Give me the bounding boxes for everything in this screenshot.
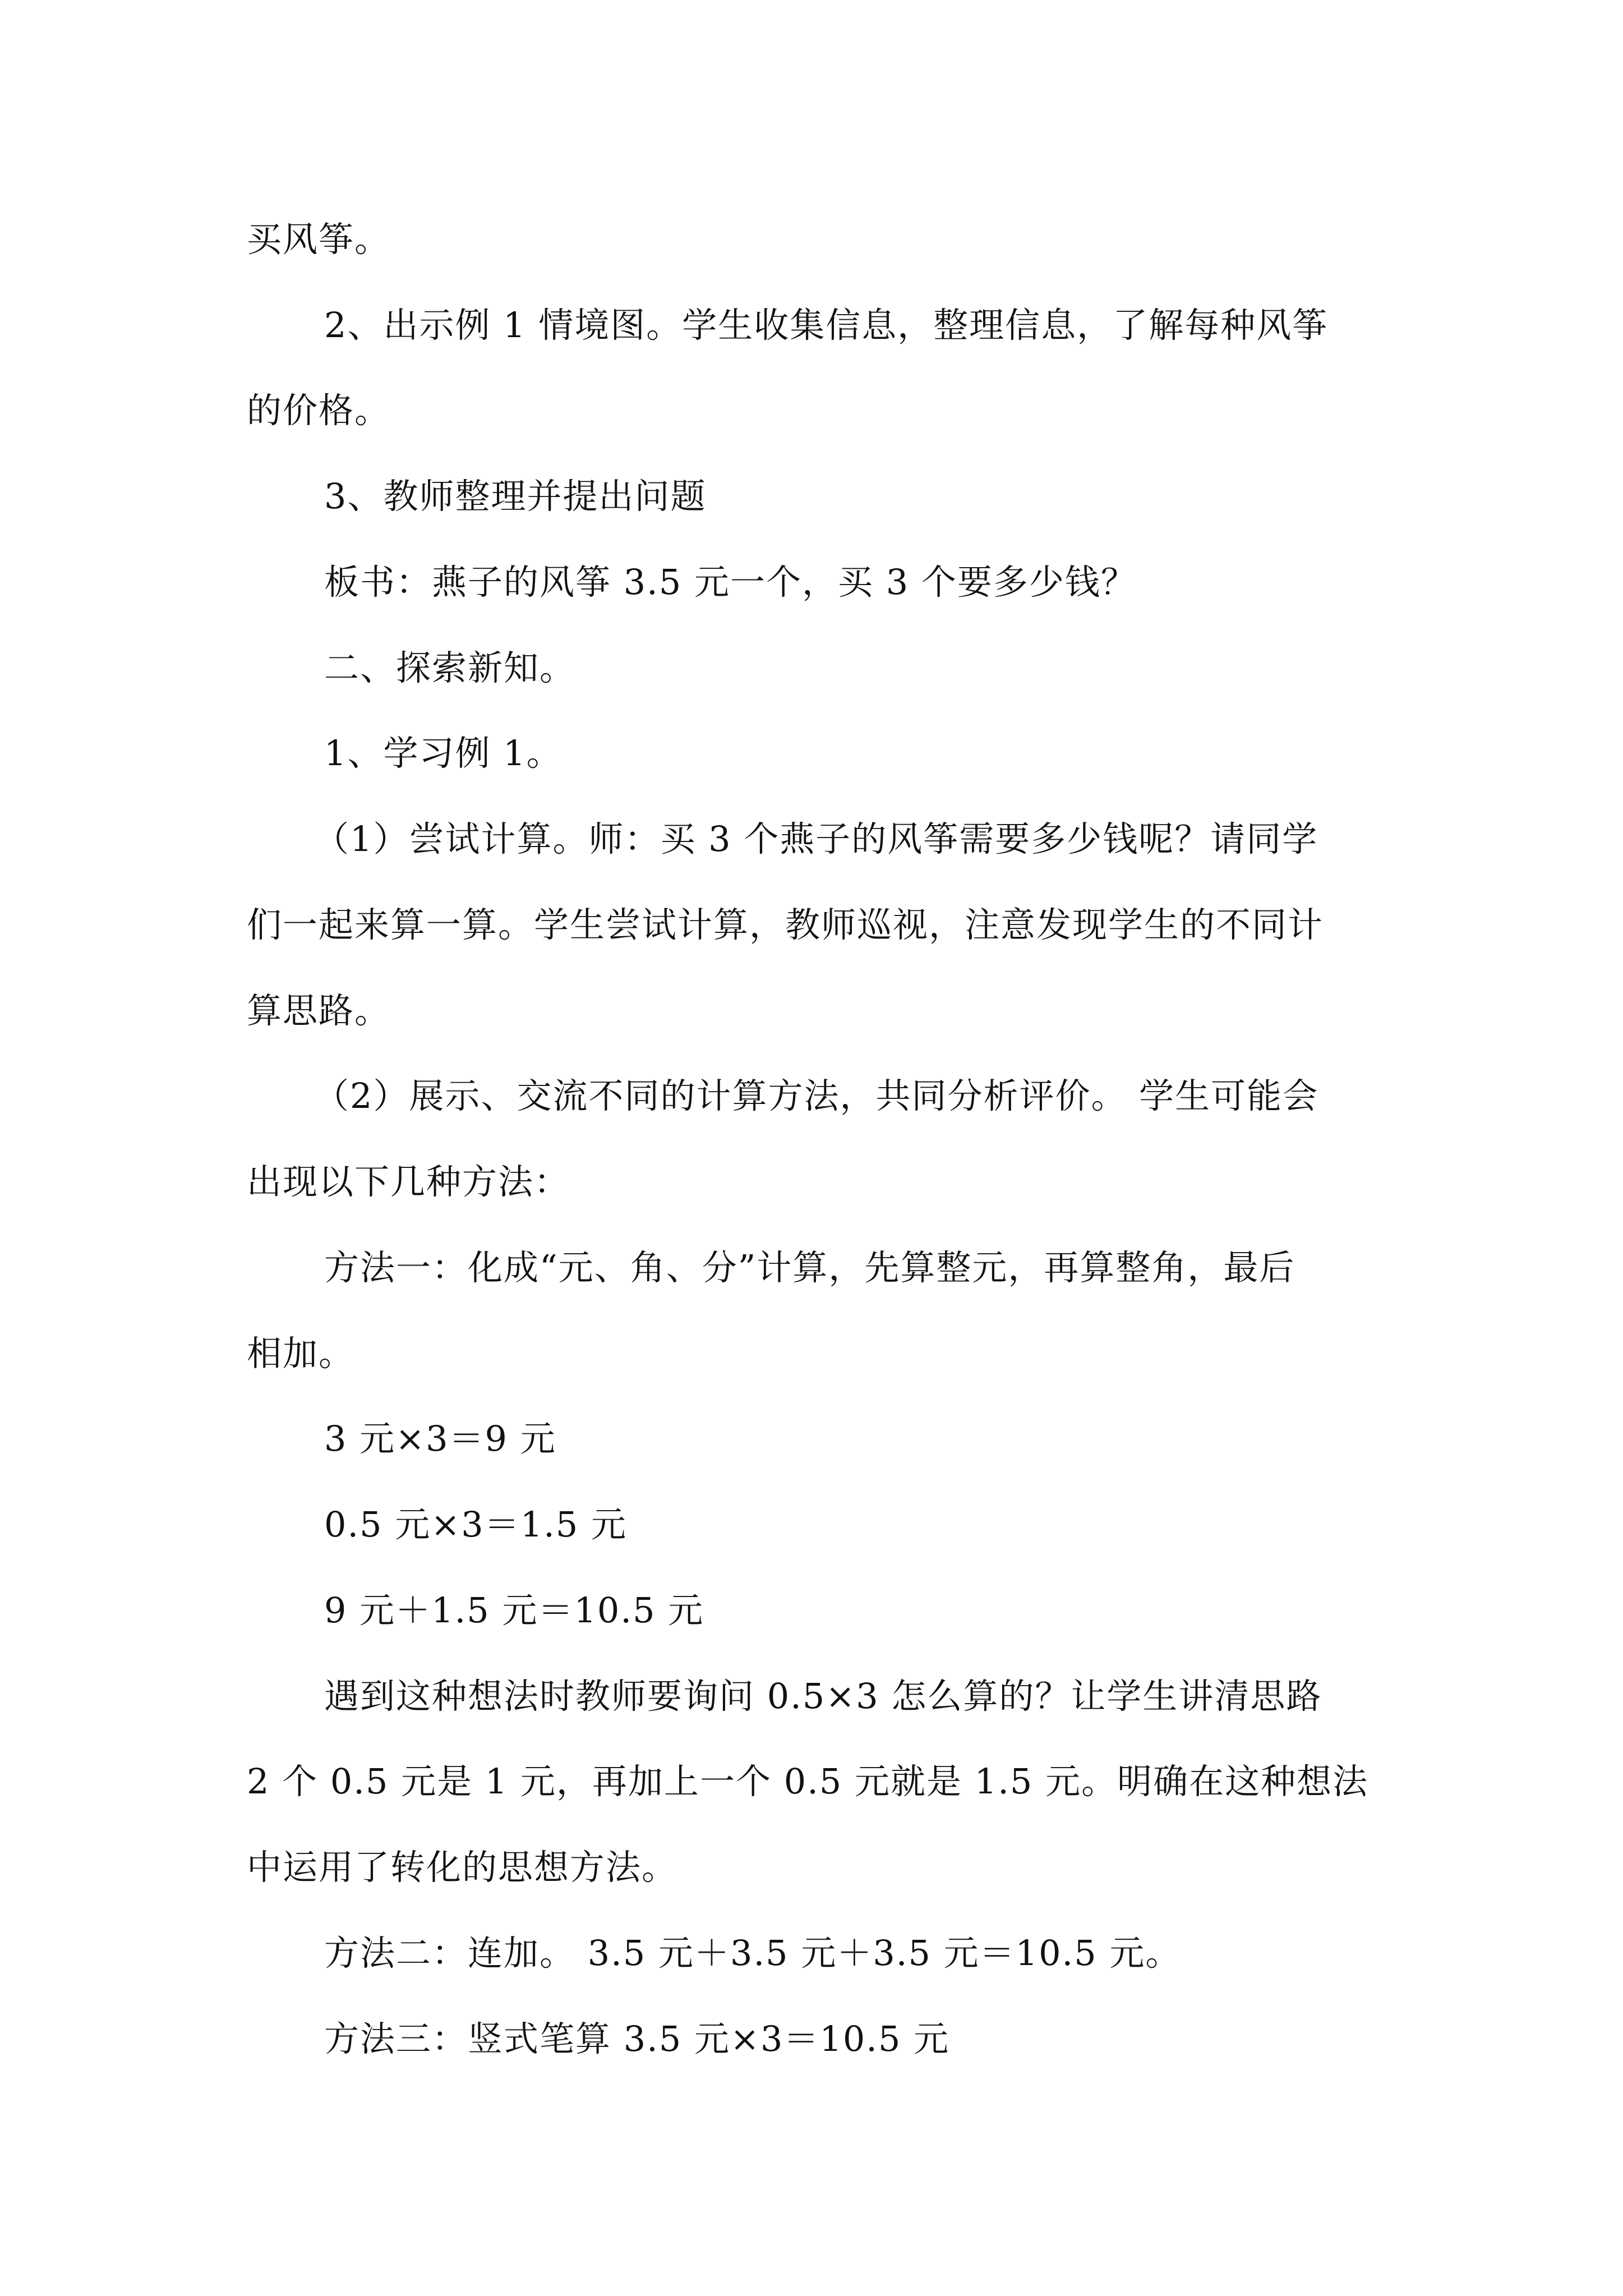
- text-line: 方法一：化成“元、角、分”计算，先算整元，再算整角，最后: [324, 1247, 1295, 1288]
- text-line: 的价格。: [247, 390, 391, 431]
- equation-line: 0.5 元×3＝1.5 元: [324, 1504, 628, 1545]
- text-line: 板书：燕子的风筝 3.5 元一个，买 3 个要多少钱？: [324, 562, 1137, 602]
- text-line: 算思路。: [247, 990, 391, 1031]
- text-line: 3、教师整理并提出问题: [324, 476, 707, 517]
- text-line: 二、探索新知。: [324, 647, 576, 688]
- text-line: 方法二：连加。 3.5 元＋3.5 元＋3.5 元＝10.5 元。: [324, 1932, 1182, 1973]
- text-line: 遇到这种想法时教师要询问 0.5×3 怎么算的？让学生讲清思路: [324, 1676, 1322, 1717]
- text-line: 2、出示例 1 情境图。学生收集信息，整理信息，了解每种风筝: [324, 305, 1329, 346]
- text-line: （1）尝试计算。师：买 3 个燕子的风筝需要多少钱呢？请同学: [314, 818, 1318, 859]
- text-line: 们一起来算一算。学生尝试计算，教师巡视，注意发现学生的不同计: [247, 904, 1324, 945]
- text-line: 中运用了转化的思想方法。: [247, 1847, 678, 1888]
- text-line: （2）展示、交流不同的计算方法，共同分析评价。 学生可能会: [314, 1075, 1319, 1116]
- text-line: 1、学习例 1。: [324, 733, 562, 774]
- text-line: 2 个 0.5 元是 1 元，再加上一个 0.5 元就是 1.5 元。明确在这种想法: [247, 1761, 1369, 1802]
- equation-line: 9 元＋1.5 元＝10.5 元: [324, 1590, 704, 1631]
- text-line: 出现以下几种方法：: [247, 1161, 570, 1202]
- text-line: 方法三：竖式笔算 3.5 元×3＝10.5 元: [324, 2018, 950, 2059]
- text-line: 相加。: [247, 1333, 355, 1374]
- text-line: 买风筝。: [247, 219, 391, 260]
- equation-line: 3 元×3＝9 元: [324, 1418, 556, 1459]
